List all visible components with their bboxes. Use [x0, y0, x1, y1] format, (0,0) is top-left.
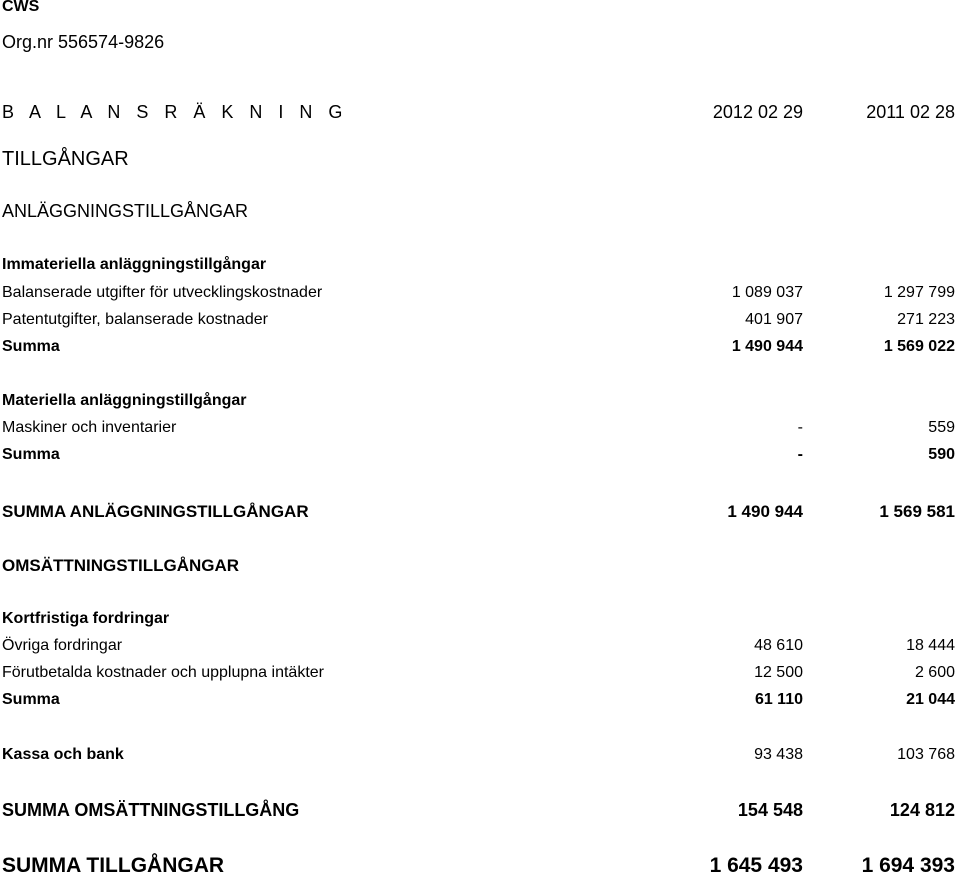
row-value-2011: 271 223 [897, 311, 955, 328]
summa-anlaggning-value-2011: 1 569 581 [879, 502, 955, 521]
kortfristiga-heading: Kortfristiga fordringar [2, 610, 170, 627]
report-title: B A L A N S R Ä K N I N G [2, 102, 348, 122]
summa-value-2012: - [797, 446, 803, 463]
kassa-value-2012: 93 438 [754, 746, 803, 763]
row-label: Balanserade utgifter för utvecklingskostnader [2, 284, 323, 301]
summa-tillgangar-value-2011: 1 694 393 [861, 854, 955, 877]
row-value-2012: - [797, 419, 803, 436]
row-value-2011: 559 [928, 419, 955, 436]
summa-value-2011: 1 569 022 [883, 338, 955, 355]
anlaggning-heading: ANLÄGGNINGSTILLGÅNGAR [2, 201, 249, 221]
row-label: Förutbetalda kostnader och upplupna intäkter [2, 664, 324, 681]
row-value-2011: 1 297 799 [883, 284, 955, 301]
row-value-2012: 401 907 [745, 311, 803, 328]
row-label: Maskiner och inventarier [2, 419, 177, 436]
row-value-2012: 1 089 037 [731, 284, 803, 301]
row-value-2012: 48 610 [754, 637, 803, 654]
summa-label: Summa [2, 691, 60, 708]
tillgangar-heading: TILLGÅNGAR [2, 148, 129, 170]
summa-value-2011: 21 044 [906, 691, 955, 708]
summa-label: Summa [2, 338, 60, 355]
summa-omsattning-label: SUMMA OMSÄTTNINGSTILLGÅNG [2, 800, 300, 820]
row-value-2012: 12 500 [754, 664, 803, 681]
summa-omsattning-value-2011: 124 812 [889, 800, 955, 820]
summa-anlaggning-label: SUMMA ANLÄGGNINGSTILLGÅNGAR [2, 502, 309, 521]
row-value-2011: 2 600 [914, 664, 955, 681]
summa-anlaggning-value-2012: 1 490 944 [727, 502, 803, 521]
summa-omsattning-value-2012: 154 548 [737, 800, 803, 820]
summa-label: Summa [2, 446, 60, 463]
date-column-2: 2011 02 28 [866, 102, 955, 122]
row-value-2011: 18 444 [906, 637, 955, 654]
kassa-label: Kassa och bank [2, 746, 124, 763]
org-number: Org.nr 556574-9826 [2, 32, 165, 52]
company-name: CWS [2, 0, 40, 15]
date-column-1: 2012 02 29 [712, 102, 803, 122]
summa-value-2011: 590 [928, 446, 955, 463]
omsattning-heading: OMSÄTTNINGSTILLGÅNGAR [2, 556, 240, 575]
row-label: Övriga fordringar [2, 637, 123, 654]
summa-value-2012: 61 110 [754, 691, 803, 708]
materiella-heading: Materiella anläggningstillgångar [2, 392, 247, 409]
summa-tillgangar-value-2012: 1 645 493 [709, 854, 803, 877]
kassa-value-2011: 103 768 [897, 746, 955, 763]
row-label: Patentutgifter, balanserade kostnader [2, 311, 268, 328]
summa-value-2012: 1 490 944 [731, 338, 803, 355]
summa-tillgangar-label: SUMMA TILLGÅNGAR [2, 854, 225, 877]
immateriella-heading: Immateriella anläggningstillgångar [2, 256, 267, 273]
